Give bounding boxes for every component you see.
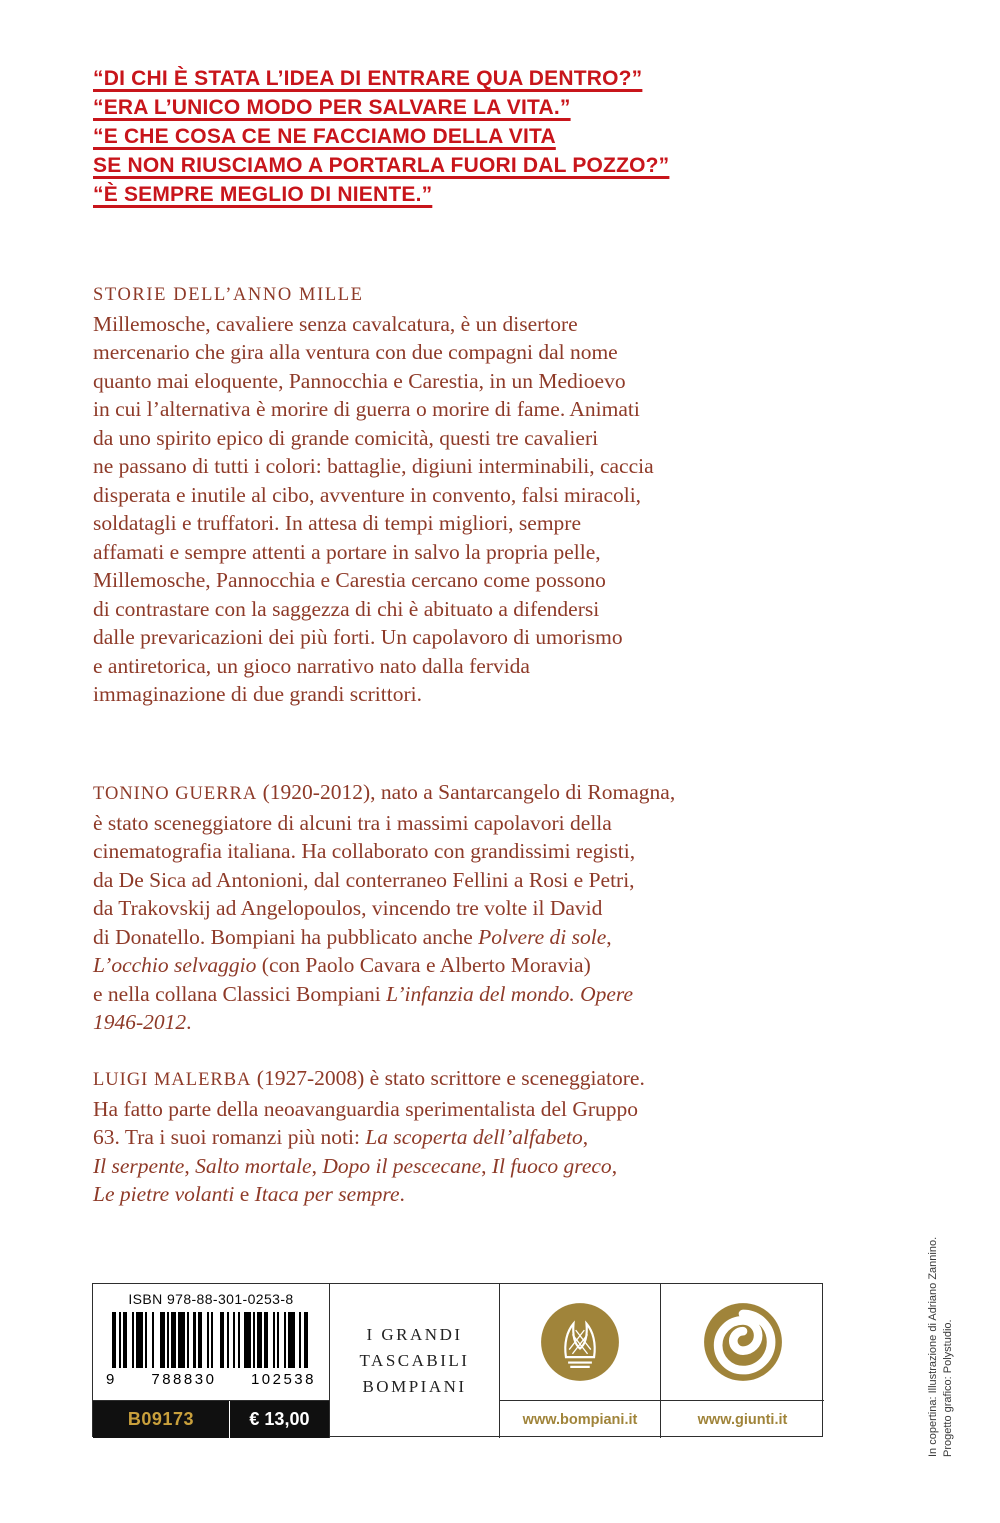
text-line: disperata e inutile al cibo, avventure in convento, falsi miracoli, <box>93 482 642 507</box>
text-line: I GRANDI <box>366 1325 463 1344</box>
text-line <box>93 1064 893 1095</box>
author-bio-tonino-guerra <box>93 778 893 1037</box>
text-line: TASCABILI <box>359 1351 470 1370</box>
barcode-digit-group: 9 <box>106 1371 117 1388</box>
text-line: ne passano di tutti i colori: battaglie, digiuni interminabili, caccia <box>93 454 654 478</box>
text-segment: La scoperta dell’alfabeto <box>365 1125 583 1149</box>
cover-credits <box>926 1222 956 1457</box>
text-segment: Itaca per sempre <box>254 1182 400 1206</box>
text-segment: Salto mortale <box>195 1153 312 1178</box>
text-segment: . <box>399 1182 405 1206</box>
text-line: In copertina: Illustrazione di Adriano Zannino. <box>927 1236 939 1457</box>
footer-table <box>92 1283 823 1437</box>
barcode-digit-group: 788830 <box>151 1371 217 1388</box>
price-bar <box>93 1400 330 1438</box>
author-bio-luigi-malerba <box>93 1064 893 1209</box>
text-segment: Polvere di sole <box>478 924 607 949</box>
barcode-bar <box>244 1312 251 1368</box>
text-segment: TONINO GUERRA <box>93 784 258 804</box>
bompiani-url: www.bompiani.it <box>500 1400 661 1438</box>
text-line <box>93 951 893 980</box>
giunti-url: www.giunti.it <box>661 1400 824 1438</box>
synopsis-heading: STORIE DELL’ANNO MILLE <box>93 285 364 305</box>
text-line <box>93 1008 893 1037</box>
bompiani-logo-icon <box>540 1302 620 1382</box>
text-segment: e <box>234 1182 255 1206</box>
text-segment: (con Paolo Cavara e Alberto Moravia) <box>256 953 591 977</box>
text-line: Progetto grafico: Polystudio. <box>942 1319 954 1457</box>
text-segment: (1927-2008) è stato scrittore e sceneggiatore. <box>251 1066 645 1090</box>
text-segment: L’infanzia del mondo. Opere <box>386 981 634 1006</box>
text-segment: 63. Tra i suoi romanzi più noti: <box>93 1125 366 1149</box>
text-line <box>93 923 893 952</box>
text-line: “E CHE COSA CE NE FACCIAMO DELLA VITA <box>93 125 556 148</box>
text-line <box>93 1180 893 1209</box>
text-segment: e nella collana Classici Bompiani <box>93 981 387 1006</box>
barcode-bars <box>112 1312 310 1368</box>
text-line: affamati e sempre attenti a portare in salvo la propria pelle, <box>93 539 601 564</box>
text-line: “È SEMPRE MEGLIO DI NIENTE.” <box>93 183 433 206</box>
text-line <box>93 866 893 895</box>
barcode-gap <box>213 1312 220 1368</box>
barcode-digit-group: 102538 <box>250 1371 316 1388</box>
text-line: BOMPIANI <box>362 1377 467 1396</box>
barcode-gap <box>154 1312 161 1368</box>
text-line <box>93 894 893 923</box>
text-segment: , <box>582 1125 589 1149</box>
text-segment: . <box>186 1010 192 1034</box>
giunti-logo-cell <box>661 1284 824 1400</box>
text-segment: , <box>184 1153 196 1178</box>
price-label: € 13,00 <box>249 1409 310 1429</box>
text-segment: cinematografia italiana. Ha collaborato con grandissimi registi, <box>93 839 636 863</box>
barcode-gap <box>308 1312 310 1368</box>
text-segment: , <box>481 1153 492 1178</box>
text-segment: Le pietre volanti <box>93 1182 235 1206</box>
text-segment: L’occhio selvaggio <box>93 953 257 977</box>
text-line <box>93 1123 893 1152</box>
text-line <box>93 778 893 809</box>
text-line: soldatagli e truffatori. In attesa di tempi migliori, sempre <box>93 511 582 535</box>
text-segment: LUIGI MALERBA <box>93 1070 252 1090</box>
synopsis-block <box>93 281 893 709</box>
series-label <box>330 1284 500 1438</box>
bompiani-logo-cell <box>500 1284 661 1400</box>
text-line: quanto mai eloquente, Pannocchia e Carestia, in un Medioevo <box>93 368 626 393</box>
barcode-bar <box>288 1312 295 1368</box>
text-segment: Il serpente <box>93 1153 185 1178</box>
giunti-logo-icon <box>703 1302 783 1382</box>
text-line: Millemosche, cavaliere senza cavalcatura, è un disertore <box>93 311 578 336</box>
text-line: Millemosche, Pannocchia e Carestia cercano come possono <box>93 568 606 592</box>
barcode-bar <box>178 1312 185 1368</box>
text-line: di contrastare con la saggezza di chi è abituato a difendersi <box>93 596 600 621</box>
text-segment: , <box>606 924 612 949</box>
text-line: in cui l’alternativa è morire di guerra o morire di fame. Animati <box>93 397 640 421</box>
isbn-label: ISBN 978-88-301-0253-8 <box>128 1291 294 1307</box>
text-line: e antiretorica, un gioco narrativo nato dalla fervida <box>93 653 530 678</box>
text-segment: , <box>611 1153 618 1178</box>
text-line <box>93 1152 893 1181</box>
text-line: “ERA L’UNICO MODO PER SALVARE LA VITA.” <box>93 96 571 119</box>
synopsis-text <box>93 310 893 709</box>
text-line: immaginazione di due grandi scrittori. <box>93 682 422 706</box>
text-line: da uno spirito epico di grande comicità, questi tre cavalieri <box>93 425 599 450</box>
text-segment: è stato sceneggiatore di alcuni tra i massimi capolavori della <box>93 810 612 835</box>
text-line <box>93 1095 893 1124</box>
text-segment: da De Sica ad Antonioni, dal conterraneo Fellini a Rosi e Petri, <box>93 867 635 892</box>
text-line: SE NON RIUSCIAMO A PORTARLA FUORI DAL POZZO?” <box>93 154 670 177</box>
text-line: dalle prevaricazioni dei più forti. Un capolavoro di umorismo <box>93 625 623 649</box>
text-segment: Il fuoco greco <box>491 1153 612 1178</box>
text-segment: da Trakovskij ad Angelopoulos, vincendo tre volte il David <box>93 896 603 920</box>
text-segment: Ha fatto parte della neoavanguardia sperimentalista del Gruppo <box>93 1096 639 1121</box>
edition-code: B09173 <box>93 1401 230 1438</box>
dialogue-quote-block <box>93 64 669 209</box>
barcode-bar <box>136 1312 143 1368</box>
text-segment: , <box>311 1153 323 1178</box>
text-line <box>93 980 893 1009</box>
text-line <box>93 837 893 866</box>
text-line: “DI CHI È STATA L’IDEA DI ENTRARE QUA DENTRO?” <box>93 67 643 90</box>
text-segment: Dopo il pescecane <box>322 1153 482 1178</box>
text-segment: (1920-2012), nato a Santarcangelo di Romagna, <box>257 780 676 804</box>
barcode-cell <box>93 1284 330 1400</box>
text-segment: 1946-2012 <box>93 1010 187 1034</box>
barcode-digits <box>106 1371 316 1388</box>
text-segment: di Donatello. Bompiani ha pubblicato anche <box>93 924 479 949</box>
text-line: mercenario che gira alla ventura con due compagni dal nome <box>93 340 618 364</box>
text-line <box>93 809 893 838</box>
